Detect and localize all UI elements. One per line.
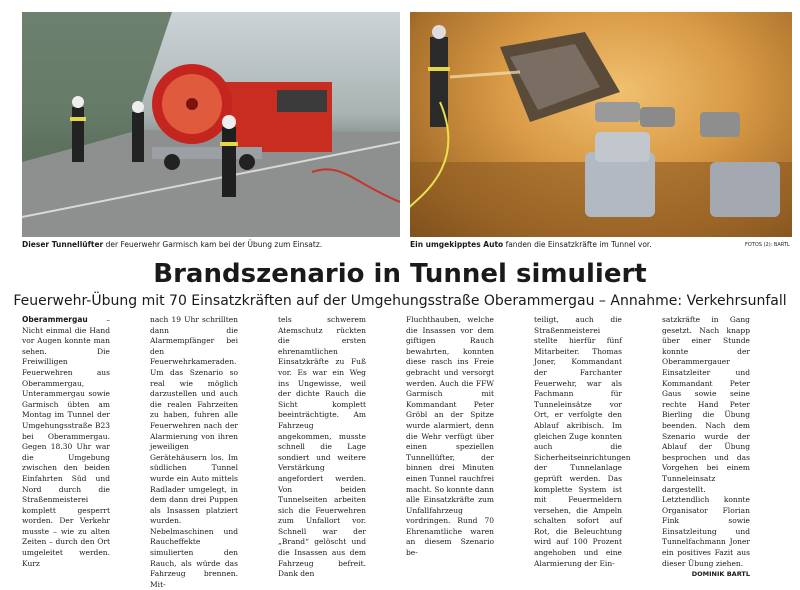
overturned-car-photo (410, 12, 792, 237)
article-column-4 (406, 315, 494, 559)
photo-caption-right-bold: Ein umgekipptes Auto (410, 240, 504, 249)
article-column-5 (534, 315, 631, 569)
article-headline: Brandszenario in Tunnel simuliert (153, 259, 647, 289)
article-column-3 (278, 315, 366, 580)
photo-caption-right (410, 240, 652, 250)
article-column-4-text: Fluchthauben, welche die Insassen vor dem giftigen Rauch bewahrten, konnten diese rasch ins Freie gebracht und versorgt werden. Auch die FFW Garmisch mit Kommandant Peter Gröbl an der Spitze wurde alarmiert, denn die Wehr verfügt über einen speziellen Tunnellüfter, der binnen drei Minuten einen Tunnel rauchfrei macht. So konnte dann alle Einsatzkräfte zum Unfallfahrzeug vordringen. Rund 70 Ehrenamtliche waren an diesem Szenario be- (406, 315, 494, 558)
article-column-1 (22, 315, 110, 569)
tunnel-fan-illustration (22, 12, 400, 237)
article-column-1-text: – Nicht einmal die Hand vor Augen konnte man sehen. Die Freiwilligen Feuerwehren aus Oberammergau, Unterammergau sowie Garmisch übten am Montag im Tunnel der Umgehungsstraße B23 bei Oberammergau. Gegen 18.30 Uhr war die Umgebung zwischen den beiden Einfahrten Süd und Nord durch die Straßenmeisterei komplett gesperrt worden. Der Verkehr musste – wie zu alten Zeiten – durch den Ort umgeleitet werden. Kurz (22, 315, 110, 568)
article-byline: DOMINIK BARTL (691, 570, 750, 579)
article-column-2 (150, 315, 238, 590)
article-column-2-text: nach 19 Uhr schrillten dann die Alarmempfänger bei den Feuerwehrkameraden. Um das Szenario so real wie möglich darzustellen und auch die realen Fahrzeiten zu haben, fuhren alle Feuerwehren nach der Alarmierung von ihren jeweiligen Gerätehäusern los. Im südlichen Tunnel wurde ein Auto mittels Radlader umgelegt, in dem dann drei Puppen als Insassen platziert wurden. Nebelmaschinen und Raucheffekte simulierten den Rauch, als würde das Fahrzeug brennen. Mit- (150, 315, 238, 589)
article-column-6 (662, 315, 750, 580)
photo-credit: FOTOS (2): BARTL (745, 242, 790, 248)
article-column-3-text: tels schwerem Atemschutz rückten die ersten ehrenamtlichen Einsatzkräfte zu Fuß vor. Es war ein Weg ins Ungewisse, weil der dichte Rauch die Sicht komplett beeinträchtigte. Am Fahrzeug angekommen, musste schnell die Lage sondiert und weitere Verstärkung angefordert werden. Von beiden Tunnelseiten arbeiten sich die Feuerwehren zum Unfallort vor. Schnell war der „Brand“ gelöscht und die Insassen aus dem Fahrzeug befreit. Dank den (278, 315, 366, 579)
article-column-5-text: teiligt, auch die Straßenmeisterei stellte hierfür fünf Mitarbeiter. Thomas Joner, Kommandant der Farchanter Feuerwehr, war als Fachmann für Tunneleinsätze vor Ort, er verfolgte den Ablauf akribisch. Im gleichen Zuge konnten auch die Sicherheitseinrichtungen der Tunnelanlage geprüft werden. Das komplette System ist mit Feuermeldern versehen, die Ampeln schalten sofort auf Rot, die Beleuchtung wird auf 100 Prozent angehoben und eine Alarmierung der Ein- (534, 315, 631, 568)
photo-caption-left (22, 240, 322, 250)
article-dateline: Oberammergau (22, 315, 88, 324)
tunnel-fan-photo (22, 12, 400, 237)
photo-caption-left-bold: Dieser Tunnellüfter (22, 240, 104, 249)
article-column-6-text: satzkräfte in Gang gesetzt. Nach knapp über einer Stunde konnte der Oberammergauer Einsatzleiter und Kommandant Peter Gaus sowie seine rechte Hand Peter Bierling die Übung beenden. Nach dem Szenario wurde der Ablauf der Übung besprochen und das Vorgehen bei einem Tunneleinsatz dargestellt. Letztendlich konnte Organisator Florian Fink sowie Einsatzleitung und Tunnelfachmann Joner ein positives Fazit aus dieser Übung ziehen. (662, 315, 750, 568)
photo-caption-right-text: fanden die Einsatzkräfte im Tunnel vor. (503, 240, 652, 249)
photo-caption-left-text: der Feuerwehr Garmisch kam bei der Übung zum Einsatz. (103, 240, 323, 249)
article-subheadline: Feuerwehr-Übung mit 70 Einsatzkräften auf der Umgehungsstraße Oberammergau – Annahme: Verkehrsunfall (13, 293, 787, 309)
overturned-car-illustration (410, 12, 792, 237)
